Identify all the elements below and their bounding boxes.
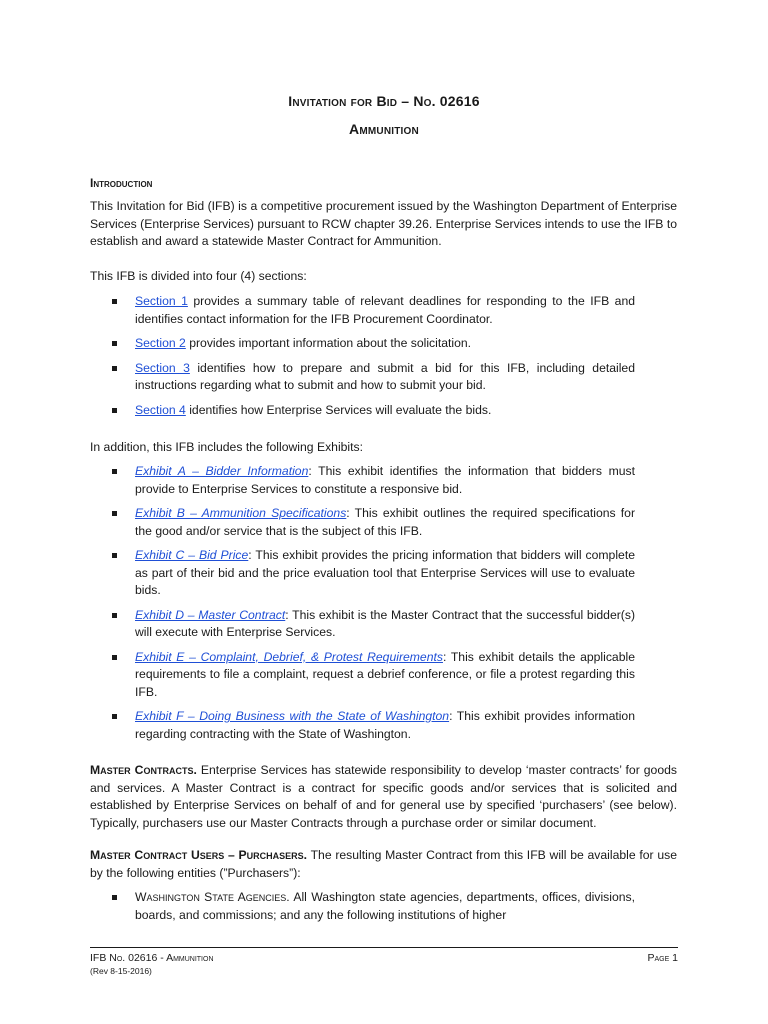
exhibit-b-link[interactable]: Exhibit B – Ammunition Specifications [135, 506, 347, 520]
exhibits-list [90, 463, 635, 743]
purchaser-type: Washington State Agencies. [135, 890, 290, 904]
master-contracts-paragraph: Master Contracts. Enterprise Services has statewide responsibility to develop ‘master contracts’ for goods and services. A Master Contract is a contract for specific goods and/or services that is solicited and established by Enterprise Services on behalf of and for general use by specified ‘purchasers’ (see below). Typically, purchasers use our Master Contracts through a purchase order or similar document. [90, 763, 677, 830]
footer-document-id: IFB No. 02616 - Ammunition [90, 952, 214, 964]
list-item: Exhibit E – Complaint, Debrief, & Protest Requirements: This exhibit details the applicable requirements to file a complaint, request a debrief conference, or file a protest regarding this IFB. [90, 649, 635, 702]
list-item: Washington State Agencies. All Washington state agencies, departments, offices, divisions, boards, and commissions; and any the following institutions of higher [90, 889, 635, 924]
document-title: Invitation for Bid – No. 02616 [288, 93, 480, 109]
exhibit-c-link[interactable]: Exhibit C – Bid Price [135, 548, 249, 562]
master-contracts-lead: Master Contracts. [90, 763, 197, 777]
purchasers-list [90, 889, 635, 924]
bullet-icon [112, 511, 117, 516]
document-subtitle: Ammunition [349, 121, 419, 137]
footer-revision: (Rev 8-15-2016) [90, 966, 152, 976]
bullet-icon [112, 655, 117, 660]
master-contract-users-lead: Master Contract Users – Purchasers. [90, 848, 308, 862]
list-item: Exhibit D – Master Contract: This exhibit is the Master Contract that the successful bidder(s) will execute with Enterprise Services. [90, 607, 635, 642]
exhibits-lead: In addition, this IFB includes the following Exhibits: [90, 440, 364, 454]
section-3-link[interactable]: Section 3 [135, 360, 190, 375]
master-contract-users-paragraph: Master Contract Users – Purchasers. The resulting Master Contract from this IFB will be available for use by the following entities (”Purchasers”): [90, 848, 677, 880]
list-item: Exhibit C – Bid Price: This exhibit provides the pricing information that bidders will complete as part of their bid and the price evaluation tool that Enterprise Services will use to evaluate bids. [90, 547, 635, 600]
section-1-link[interactable]: Section 1 [135, 294, 188, 308]
list-item: Exhibit A – Bidder Information: This exhibit identifies the information that bidders must provide to Enterprise Services to constitute a responsive bid. [90, 463, 635, 498]
bullet-icon [112, 299, 117, 304]
bullet-icon [112, 613, 117, 618]
introduction-paragraph: This Invitation for Bid (IFB) is a competitive procurement issued by the Washington Department of Enterprise Services (Enterprise Services) pursuant to RCW chapter 39.26. Enterprise Services intends to use the IFB to establish and award a statewide Master Contract for Ammunition. [90, 199, 677, 248]
bullet-icon [112, 895, 117, 900]
bullet-icon [112, 408, 117, 413]
introduction-heading: Introduction [90, 176, 153, 190]
exhibit-e-link[interactable]: Exhibit E – Complaint, Debrief, & Protest Requirements [135, 649, 443, 664]
list-item: Section 1 provides a summary table of relevant deadlines for responding to the IFB and identifies contact information for the IFB Procurement Coordinator. [90, 293, 635, 328]
bullet-icon [112, 553, 117, 558]
section-2-link[interactable]: Section 2 [135, 336, 186, 350]
bullet-icon [112, 341, 117, 346]
list-item: Exhibit F – Doing Business with the State of Washington: This exhibit provides information regarding contracting with the State of Washington. [90, 708, 635, 743]
exhibit-a-link[interactable]: Exhibit A – Bidder Information [135, 464, 309, 478]
footer-divider [90, 947, 678, 948]
section-4-link[interactable]: Section 4 [135, 402, 186, 417]
exhibit-f-link[interactable]: Exhibit F – Doing Business with the State of Washington [135, 709, 450, 723]
sections-list [90, 293, 635, 419]
list-item: Exhibit B – Ammunition Specifications: This exhibit outlines the required specifications for the good and/or service that is the subject of this IFB. [90, 505, 635, 540]
exhibit-d-link[interactable]: Exhibit D – Master Contract [135, 607, 286, 622]
bullet-icon [112, 366, 117, 371]
bullet-icon [112, 714, 117, 719]
list-item: Section 4 identifies how Enterprise Services will evaluate the bids. [90, 402, 635, 420]
sections-lead: This IFB is divided into four (4) sections: [90, 269, 307, 283]
list-item: Section 2 provides important information about the solicitation. [90, 335, 635, 353]
footer-page-number: Page 1 [647, 952, 678, 964]
list-item: Section 3 identifies how to prepare and submit a bid for this IFB, including detailed instructions regarding what to submit and how to submit your bid. [90, 360, 635, 395]
bullet-icon [112, 469, 117, 474]
